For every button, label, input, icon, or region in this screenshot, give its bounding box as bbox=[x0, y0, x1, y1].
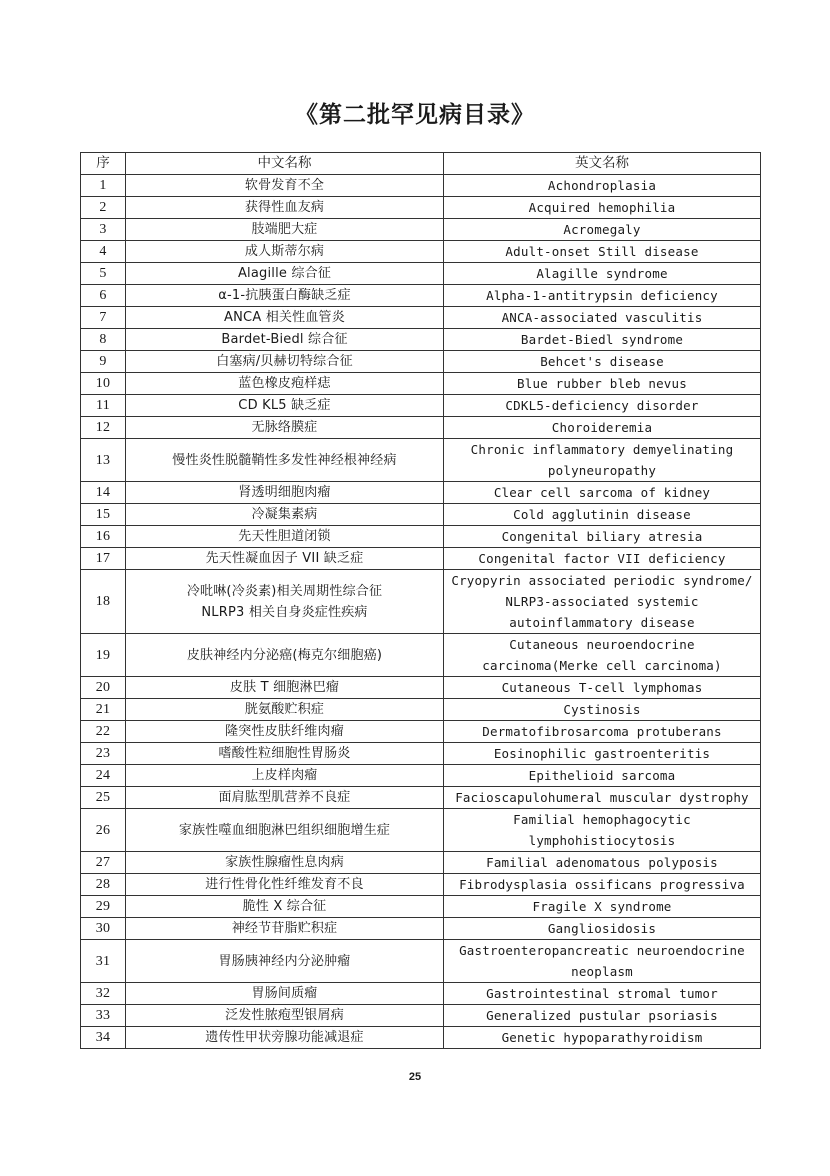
chinese-name-cell: α-1-抗胰蛋白酶缺乏症 bbox=[126, 285, 444, 307]
chinese-name-cell: 肢端肥大症 bbox=[126, 219, 444, 241]
table-row bbox=[81, 634, 761, 677]
table-row bbox=[81, 307, 761, 329]
row-number-cell: 14 bbox=[81, 482, 126, 504]
table-row bbox=[81, 1027, 761, 1049]
table-row bbox=[81, 263, 761, 285]
table-row bbox=[81, 395, 761, 417]
table-row bbox=[81, 874, 761, 896]
row-number-cell: 17 bbox=[81, 548, 126, 570]
chinese-name-cell: 家族性腺瘤性息肉病 bbox=[126, 852, 444, 874]
page-title: 《第二批罕见病目录》 bbox=[295, 102, 535, 128]
english-name-cell: Alpha-1-antitrypsin deficiency bbox=[444, 285, 761, 307]
chinese-name-cell: 上皮样肉瘤 bbox=[126, 765, 444, 787]
row-number-cell: 7 bbox=[81, 307, 126, 329]
row-number-cell: 12 bbox=[81, 417, 126, 439]
row-number-cell: 19 bbox=[81, 634, 126, 677]
chinese-name-cell: 蓝色橡皮疱样痣 bbox=[126, 373, 444, 395]
row-number-cell: 26 bbox=[81, 809, 126, 852]
table-row bbox=[81, 482, 761, 504]
row-number-cell: 5 bbox=[81, 263, 126, 285]
chinese-name-cell: 无脉络膜症 bbox=[126, 417, 444, 439]
chinese-name-cell: 嗜酸性粒细胞性胃肠炎 bbox=[126, 743, 444, 765]
row-number-cell: 13 bbox=[81, 439, 126, 482]
english-name-cell: Alagille syndrome bbox=[444, 263, 761, 285]
chinese-name-cell: 皮肤神经内分泌癌(梅克尔细胞癌) bbox=[126, 634, 444, 677]
table-row bbox=[81, 721, 761, 743]
row-number-cell: 11 bbox=[81, 395, 126, 417]
chinese-name-cell: 皮肤 T 细胞淋巴瘤 bbox=[126, 677, 444, 699]
header-chinese-name: 中文名称 bbox=[126, 153, 444, 175]
rare-disease-table bbox=[80, 152, 761, 1049]
english-name-cell: Congenital biliary atresia bbox=[444, 526, 761, 548]
chinese-name-cell: 泛发性脓疱型银屑病 bbox=[126, 1005, 444, 1027]
table-row bbox=[81, 439, 761, 482]
english-name-cell: Achondroplasia bbox=[444, 175, 761, 197]
table-row bbox=[81, 219, 761, 241]
table-row bbox=[81, 918, 761, 940]
english-name-cell: Gangliosidosis bbox=[444, 918, 761, 940]
chinese-name-cell: 冷吡啉(冷炎素)相关周期性综合征 NLRP3 相关自身炎症性疾病 bbox=[126, 570, 444, 634]
english-name-cell: Acquired hemophilia bbox=[444, 197, 761, 219]
row-number-cell: 9 bbox=[81, 351, 126, 373]
english-name-cell: Blue rubber bleb nevus bbox=[444, 373, 761, 395]
chinese-name-cell: 脆性 X 综合征 bbox=[126, 896, 444, 918]
row-number-cell: 29 bbox=[81, 896, 126, 918]
table-row bbox=[81, 809, 761, 852]
table-row bbox=[81, 699, 761, 721]
row-number-cell: 30 bbox=[81, 918, 126, 940]
table-row bbox=[81, 373, 761, 395]
chinese-name-cell: 家族性噬血细胞淋巴组织细胞增生症 bbox=[126, 809, 444, 852]
chinese-name-cell: CD KL5 缺乏症 bbox=[126, 395, 444, 417]
row-number-cell: 34 bbox=[81, 1027, 126, 1049]
table-row bbox=[81, 285, 761, 307]
chinese-name-cell: 成人斯蒂尔病 bbox=[126, 241, 444, 263]
row-number-cell: 18 bbox=[81, 570, 126, 634]
row-number-cell: 1 bbox=[81, 175, 126, 197]
english-name-cell: Eosinophilic gastroenteritis bbox=[444, 743, 761, 765]
chinese-name-cell: 肾透明细胞肉瘤 bbox=[126, 482, 444, 504]
chinese-name-cell: 胃肠胰神经内分泌肿瘤 bbox=[126, 940, 444, 983]
chinese-name-cell: 先天性胆道闭锁 bbox=[126, 526, 444, 548]
row-number-cell: 16 bbox=[81, 526, 126, 548]
chinese-name-cell: ANCA 相关性血管炎 bbox=[126, 307, 444, 329]
table-row bbox=[81, 787, 761, 809]
table-row bbox=[81, 504, 761, 526]
chinese-name-cell: 神经节苷脂贮积症 bbox=[126, 918, 444, 940]
table-row bbox=[81, 197, 761, 219]
chinese-name-cell: 先天性凝血因子 VII 缺乏症 bbox=[126, 548, 444, 570]
english-name-cell: Cutaneous neuroendocrine carcinoma(Merke cell carcinoma) bbox=[444, 634, 761, 677]
english-name-cell: Cystinosis bbox=[444, 699, 761, 721]
table-row bbox=[81, 940, 761, 983]
english-name-cell: Choroideremia bbox=[444, 417, 761, 439]
table-row bbox=[81, 417, 761, 439]
row-number-cell: 27 bbox=[81, 852, 126, 874]
table-row bbox=[81, 743, 761, 765]
row-number-cell: 22 bbox=[81, 721, 126, 743]
english-name-cell: Fragile X syndrome bbox=[444, 896, 761, 918]
row-number-cell: 15 bbox=[81, 504, 126, 526]
english-name-cell: Cutaneous T-cell lymphomas bbox=[444, 677, 761, 699]
row-number-cell: 28 bbox=[81, 874, 126, 896]
chinese-name-cell: Alagille 综合征 bbox=[126, 263, 444, 285]
table-row bbox=[81, 1005, 761, 1027]
table-row bbox=[81, 548, 761, 570]
row-number-cell: 31 bbox=[81, 940, 126, 983]
english-name-cell: Epithelioid sarcoma bbox=[444, 765, 761, 787]
chinese-name-cell: 胃肠间质瘤 bbox=[126, 983, 444, 1005]
table-row bbox=[81, 896, 761, 918]
english-name-cell: Dermatofibrosarcoma protuberans bbox=[444, 721, 761, 743]
table-row bbox=[81, 570, 761, 634]
table-row bbox=[81, 765, 761, 787]
english-name-cell: Gastroenteropancreatic neuroendocrine neoplasm bbox=[444, 940, 761, 983]
english-name-cell: Adult-onset Still disease bbox=[444, 241, 761, 263]
chinese-name-cell: 软骨发育不全 bbox=[126, 175, 444, 197]
header-english-name: 英文名称 bbox=[444, 153, 761, 175]
table-row bbox=[81, 852, 761, 874]
table-row bbox=[81, 677, 761, 699]
row-number-cell: 10 bbox=[81, 373, 126, 395]
english-name-cell: Acromegaly bbox=[444, 219, 761, 241]
english-name-cell: Chronic inflammatory demyelinating polyneuropathy bbox=[444, 439, 761, 482]
row-number-cell: 33 bbox=[81, 1005, 126, 1027]
row-number-cell: 25 bbox=[81, 787, 126, 809]
english-name-cell: Genetic hypoparathyroidism bbox=[444, 1027, 761, 1049]
chinese-name-cell: 慢性炎性脱髓鞘性多发性神经根神经病 bbox=[126, 439, 444, 482]
table-row bbox=[81, 175, 761, 197]
english-name-cell: Cold agglutinin disease bbox=[444, 504, 761, 526]
chinese-name-cell: 隆突性皮肤纤维肉瘤 bbox=[126, 721, 444, 743]
english-name-cell: Familial adenomatous polyposis bbox=[444, 852, 761, 874]
chinese-name-cell: Bardet-Biedl 综合征 bbox=[126, 329, 444, 351]
chinese-name-cell: 白塞病/贝赫切特综合征 bbox=[126, 351, 444, 373]
english-name-cell: Fibrodysplasia ossificans progressiva bbox=[444, 874, 761, 896]
row-number-cell: 4 bbox=[81, 241, 126, 263]
chinese-name-cell: 获得性血友病 bbox=[126, 197, 444, 219]
row-number-cell: 6 bbox=[81, 285, 126, 307]
chinese-name-cell: 面肩肱型肌营养不良症 bbox=[126, 787, 444, 809]
chinese-name-cell: 遗传性甲状旁腺功能减退症 bbox=[126, 1027, 444, 1049]
english-name-cell: ANCA-associated vasculitis bbox=[444, 307, 761, 329]
english-name-cell: Generalized pustular psoriasis bbox=[444, 1005, 761, 1027]
table-row bbox=[81, 329, 761, 351]
table-row bbox=[81, 351, 761, 373]
chinese-name-cell: 进行性骨化性纤维发育不良 bbox=[126, 874, 444, 896]
row-number-cell: 24 bbox=[81, 765, 126, 787]
table-row bbox=[81, 241, 761, 263]
chinese-name-cell: 胱氨酸贮积症 bbox=[126, 699, 444, 721]
row-number-cell: 8 bbox=[81, 329, 126, 351]
row-number-cell: 2 bbox=[81, 197, 126, 219]
english-name-cell: Clear cell sarcoma of kidney bbox=[444, 482, 761, 504]
english-name-cell: Congenital factor VII deficiency bbox=[444, 548, 761, 570]
row-number-cell: 20 bbox=[81, 677, 126, 699]
english-name-cell: Behcet's disease bbox=[444, 351, 761, 373]
english-name-cell: Facioscapulohumeral muscular dystrophy bbox=[444, 787, 761, 809]
english-name-cell: Cryopyrin associated periodic syndrome/ NLRP3-associated systemic autoinflammatory disease bbox=[444, 570, 761, 634]
english-name-cell: CDKL5-deficiency disorder bbox=[444, 395, 761, 417]
table-header-row bbox=[81, 153, 761, 175]
page-number: 25 bbox=[408, 1071, 422, 1083]
english-name-cell: Bardet-Biedl syndrome bbox=[444, 329, 761, 351]
row-number-cell: 3 bbox=[81, 219, 126, 241]
header-number: 序 bbox=[81, 153, 126, 175]
chinese-name-cell: 冷凝集素病 bbox=[126, 504, 444, 526]
row-number-cell: 23 bbox=[81, 743, 126, 765]
table-row bbox=[81, 983, 761, 1005]
table-row bbox=[81, 526, 761, 548]
row-number-cell: 21 bbox=[81, 699, 126, 721]
english-name-cell: Gastrointestinal stromal tumor bbox=[444, 983, 761, 1005]
english-name-cell: Familial hemophagocytic lymphohistiocytosis bbox=[444, 809, 761, 852]
row-number-cell: 32 bbox=[81, 983, 126, 1005]
